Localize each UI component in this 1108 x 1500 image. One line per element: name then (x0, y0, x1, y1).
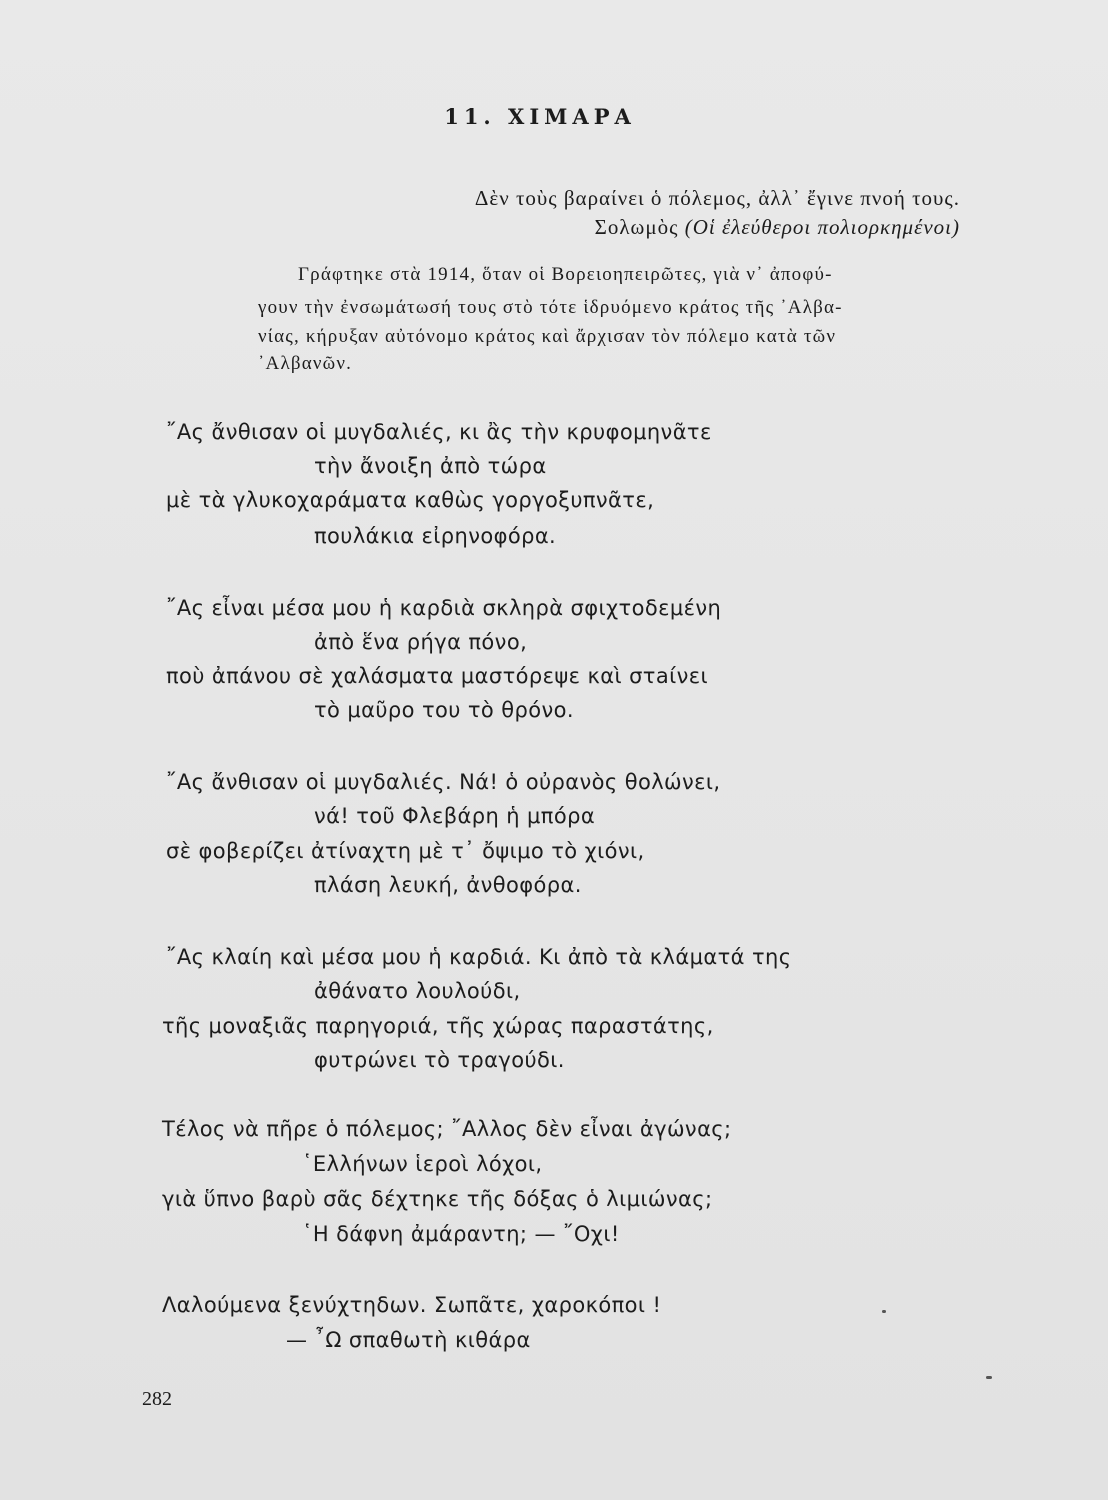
poem-title: 11. ΧΙΜΑΡΑ (444, 104, 636, 129)
verse-line: νά! τοῦ Φλεβάρη ἡ μπόρα (314, 804, 596, 828)
note-line: ᾿Αλβανῶν. (258, 353, 353, 374)
page-number: 282 (142, 1388, 172, 1410)
verse-line: γιὰ ὕπνο βαρὺ σᾶς δέχτηκε τῆς δόξας ὁ λιμιώνας; (162, 1187, 713, 1211)
note-line: νίας, κήρυξαν αὐτόνομο κράτος καὶ ἄρχισαν τὸν πόλεμο κατὰ τῶν (258, 326, 837, 347)
verse-line: ῎Ας ἄνθισαν οἱ μυγδαλιές, κι ἂς τὴν κρυφομηνᾶτε (166, 420, 712, 444)
verse-line: ῎Ας κλαίη καὶ μέσα μου ἡ καρδιά. Κι ἀπὸ τὰ κλάματά της (166, 945, 792, 969)
verse-line: τὸ μαῦρο του τὸ θρόνο. (314, 698, 574, 722)
verse-line: τῆς μοναξιᾶς παρηγοριά, τῆς χώρας παραστάτης, (162, 1014, 714, 1038)
verse-line: ἀπὸ ἕνα ρήγα πόνο, (314, 630, 528, 654)
verse-line: σὲ φοβερίζει ἀτίναχτη μὲ τ᾽ ὄψιμο τὸ χιόνι, (166, 839, 645, 863)
verse-line: ῎Ας ἄνθισαν οἱ μυγδαλιές. Νά! ὁ οὐρανὸς θολώνει, (166, 770, 721, 794)
epigraph-work: (Οἱ ἐλεύθεροι πολιορκημένοι) (684, 215, 960, 239)
verse-line: — ῏Ω σπαθωτὴ κιθάρα (286, 1328, 531, 1352)
verse-line: Λαλούμενα ξενύχτηδων. Σωπᾶτε, χαροκόποι ! (162, 1293, 662, 1317)
verse-line: τὴν ἄνοιξη ἀπὸ τώρα (314, 454, 547, 478)
ink-speck (882, 1310, 886, 1313)
verse-line: πλάση λευκή, ἀνθοφόρα. (314, 873, 582, 897)
note-line: γουν τὴν ἐνσωμάτωσή τους στὸ τότε ἱδρυόμενο κράτος τῆς ᾿Αλβα- (258, 297, 843, 318)
verse-line: ἀθάνατο λουλούδι, (314, 979, 521, 1003)
verse-line: ῎Ας εἶναι μέσα μου ἡ καρδιὰ σκληρὰ σφιχτοδεμένη (166, 596, 722, 620)
verse-line: μὲ τὰ γλυκοχαράματα καθὼς γοργοξυπνᾶτε, (166, 488, 655, 512)
note-line: Γράφτηκε στὰ 1914, ὅταν οἱ Βορειοηπειρῶτες, γιὰ ν᾽ ἀποφύ- (298, 264, 833, 285)
epigraph-author: Σολωμὸς (594, 215, 679, 239)
epigraph-line: Δὲν τοὺς βαραίνει ὁ πόλεμος, ἀλλ᾽ ἔγινε πνοή τους. (474, 186, 960, 210)
ink-speck (986, 1376, 992, 1379)
verse-line: ῾Η δάφνη ἀμάραντη; — ῎Οχι! (302, 1222, 620, 1246)
verse-line: ῾Ελλήνων ἱεροὶ λόχοι, (302, 1152, 543, 1176)
verse-line: πουλάκια εἰρηνοφόρα. (314, 524, 557, 548)
verse-line: φυτρώνει τὸ τραγούδι. (314, 1048, 565, 1072)
verse-line: ποὺ ἀπάνου σὲ χαλάσματα μαστόρεψε καὶ στaίνει (166, 664, 708, 688)
verse-line: Τέλος νὰ πῆρε ὁ πόλεμος; ῎Αλλος δὲν εἶναι ἀγώνας; (162, 1117, 732, 1141)
epigraph-source (595, 215, 960, 240)
